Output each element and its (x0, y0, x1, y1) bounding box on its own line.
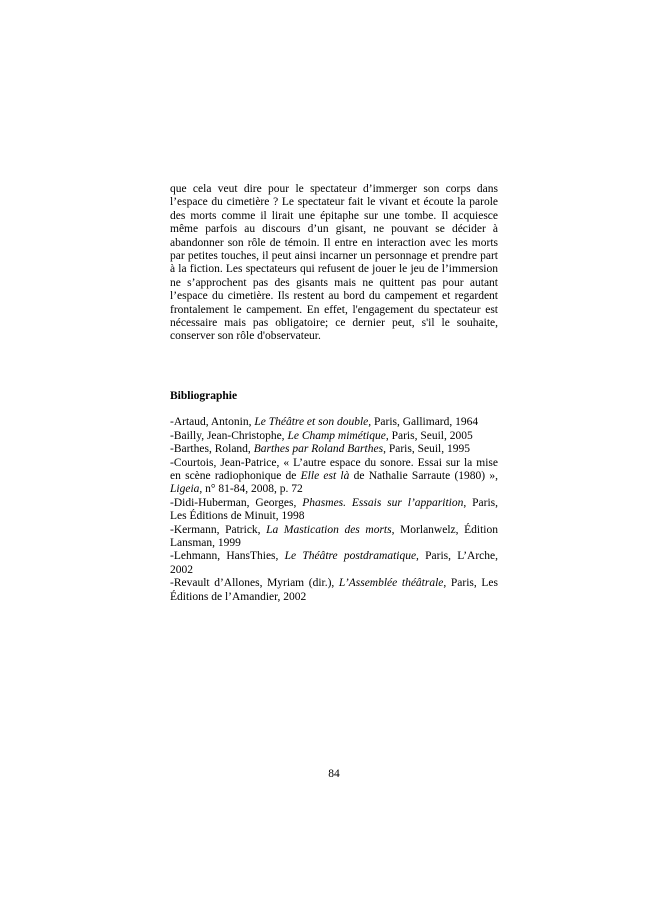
work-title: L’Assemblée théâtrale (338, 577, 444, 590)
bibliography-list (170, 416, 498, 604)
text-column (170, 183, 498, 604)
entry-text: de Nathalie Sarraute (1980) », (349, 469, 499, 482)
bibliography-entry (170, 497, 498, 524)
entry-text: -Courtois, Jean-Patrice, « L’autre espace du sonore. Essai sur la mise en scène radiophonique de (170, 456, 498, 482)
entry-text: -Kermann, Patrick, (170, 523, 267, 536)
work-title: Le Théâtre et son double (254, 416, 369, 429)
entry-text: -Revault d’Allones, Myriam (dir.), (170, 577, 339, 590)
bibliography-entry (170, 443, 498, 456)
entry-text: , Paris, Seuil, 1995 (383, 443, 470, 456)
entry-text: -Bailly, Jean-Christophe, (170, 429, 288, 442)
entry-text: -Artaud, Antonin, (170, 416, 255, 429)
entry-text: -Barthes, Roland, (170, 443, 254, 456)
work-title: Elle est là (300, 469, 350, 482)
entry-text: , Paris, Gallimard, 1964 (368, 416, 479, 429)
entry-text: , Paris, Seuil, 2005 (385, 429, 473, 442)
bibliography-entry (170, 457, 498, 497)
page-number: 84 (328, 768, 340, 780)
bibliography-entry (170, 550, 498, 577)
entry-text: , n° 81-84, 2008, p. 72 (199, 483, 303, 496)
entry-text: -Didi-Huberman, Georges, (170, 496, 303, 509)
entry-text: , Paris, Les Éditions de Minuit, 1998 (170, 496, 498, 523)
bibliography-entry (170, 524, 498, 551)
work-title: Ligeia (170, 483, 200, 496)
bibliography-heading: Bibliographie (170, 389, 238, 402)
work-title: Le Théâtre postdramatique, (284, 550, 419, 563)
entry-text: , Paris, Les Éditions de l’Amandier, 2002 (170, 577, 499, 603)
bibliography-entry (170, 416, 498, 429)
body-paragraph: que cela veut dire pour le spectateur d’immerger son corps dans l’espace du cimetière ? Le spectateur fait le vivant et écoute la parole des morts comme il lirait une épitaphe sur une tombe. Il acquiesce même parfois au discours d’un gisant, ne pouvant se décider à abandonner son rôle de témoin. Il entre en interaction avec les morts par petites touches, il peut ainsi incarner un personnage et prendre part à la fiction. Les spectateurs qui refusent de jouer le jeu de l’immersion ne s’approchent pas des gisants mais ne quittent pas pour autant l’espace du cimetière. Ils restent au bord du campement et regardent frontalement le campement. En effet, l'engagement du spectateur est nécessaire mais pas obligatoire; ce dernier peut, s'il le souhaite, conserver son rôle d'observateur. (170, 183, 498, 343)
work-title: La Mastication des morts (266, 523, 392, 536)
work-title: Le Champ mimétique (287, 429, 386, 442)
bibliography-entry (170, 430, 498, 443)
work-title: Barthes par Roland Barthes (253, 443, 384, 456)
entry-text: -Lehmann, HansThies, (170, 550, 285, 563)
bibliography-entry (170, 577, 498, 604)
entry-text: Paris, L’Arche, 2002 (170, 550, 498, 576)
entry-text: , Morlanwelz, Édition Lansman, 1999 (170, 523, 498, 549)
work-title: Phasmes. Essais sur l’apparition (302, 496, 464, 509)
